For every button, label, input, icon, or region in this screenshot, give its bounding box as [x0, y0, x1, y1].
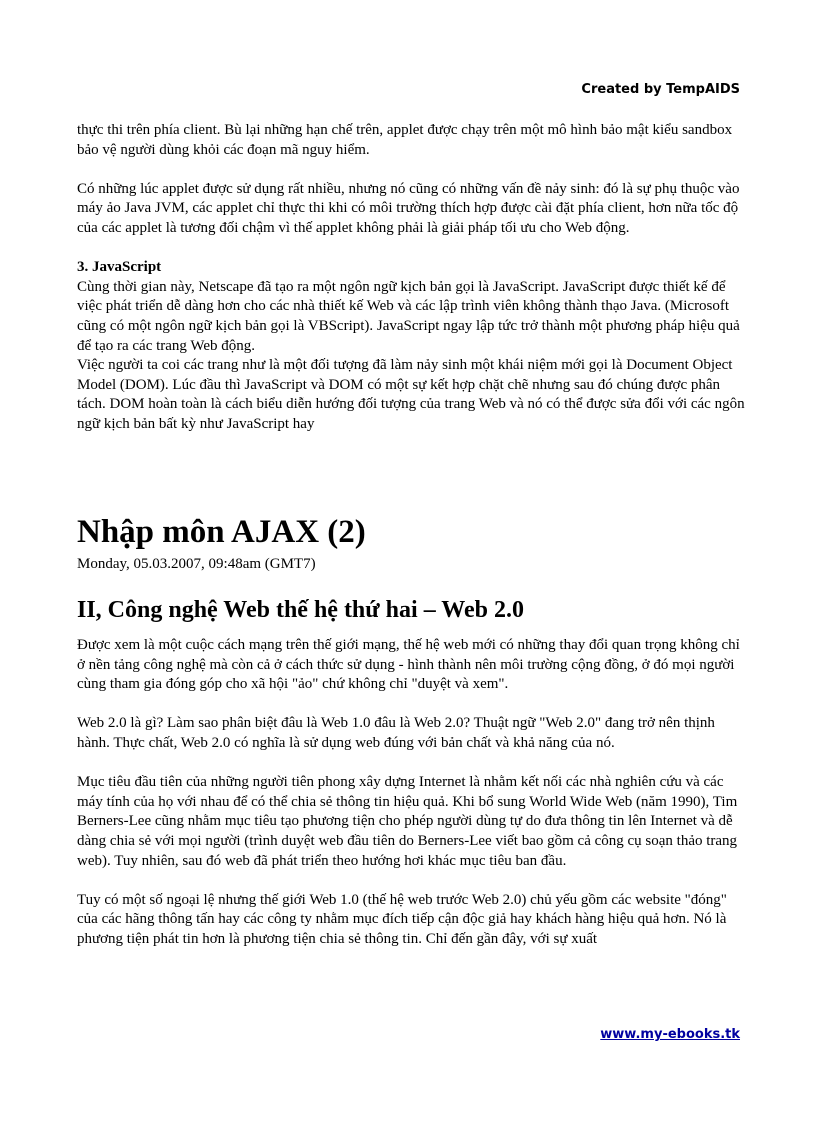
paragraph: Mục tiêu đầu tiên của những người tiên phong xây dựng Internet là nhằm kết nối các nhà nghiên cứu và các máy tính của họ với nhau để có thể chia sẻ thông tin hiệu quả. Khi bổ sung World Wide Web (năm 1990), Tim Berners-Lee cũng nhằm mục tiêu tạo phương tiện cho phép người dùng tự do đưa thông tin lên Internet và dễ dàng chia sẻ với mọi người (trình duyệt web đầu tiên do Berners-Lee viết bao gồm cả công cụ soạn thảo trang web). Tuy nhiên, sau đó web đã phát triển theo hướng hơi khác mục tiêu ban đầu.	[77, 774, 738, 869]
section-heading: II, Công nghệ Web thế hệ thứ hai – Web 2.0	[77, 597, 524, 624]
page-content	[77, 121, 745, 950]
paragraph: Tuy có một số ngoại lệ nhưng thế giới Web 1.0 (thế hệ web trước Web 2.0) chủ yếu gồm các website "đóng" của các hãng thông tấn hay các công ty nhằm mục đích tiếp cận độc giả hay khách hàng hiệu quả hơn. Nó là phương tiện phát tin hơn là phương tiện chia sẻ thông tin. Chỉ đến gần đây, với sự xuất	[77, 891, 727, 947]
header-credit: Created by TempAIDS	[581, 82, 740, 97]
article-title: Nhập môn AJAX (2)	[77, 513, 366, 550]
paragraph: thực thi trên phía client. Bù lại những hạn chế trên, applet được chạy trên một mô hình bảo mật kiểu sandbox bảo vệ người dùng khỏi các đoạn mã nguy hiểm.	[77, 122, 733, 158]
paragraph: Được xem là một cuộc cách mạng trên thế giới mạng, thế hệ web mới có những thay đổi quan trọng không chỉ ở nền tảng công nghệ mà còn cả ở cách thức sử dụng - hình thành nên môi trường cộng đồng, ở đó mọi người cùng tham gia đóng góp cho xã hội "ảo" chứ không chỉ "duyệt và xem".	[77, 637, 740, 693]
paragraph: Web 2.0 là gì? Làm sao phân biệt đâu là Web 1.0 đâu là Web 2.0? Thuật ngữ "Web 2.0" đang trở nên thịnh hành. Thực chất, Web 2.0 có nghĩa là sử dụng web đúng với bản chất và khả năng của nó.	[77, 715, 715, 752]
section-title: 3. JavaScript	[77, 259, 162, 276]
paragraph: Có những lúc applet được sử dụng rất nhiều, nhưng nó cũng có những vấn đề nảy sinh: đó là sự phụ thuộc vào máy ảo Java JVM, các applet chỉ thực thi khi có môi trường thích hợp được cài đặt phía client, hơn nữa tốc độ của các applet là tương đối chậm vì thế applet không phải là giải pháp tối ưu cho Web động.	[77, 180, 740, 236]
paragraph: Việc người ta coi các trang như là một đối tượng đã làm nảy sinh một khái niệm mới gọi là Document Object Model (DOM). Lúc đầu thì JavaScript và DOM có một sự kết hợp chặt chẽ nhưng sau đó chúng được phân tách. DOM hoàn toàn là cách biểu diễn hướng đối tượng của trang Web và nó có thể được sửa đổi với các ngôn ngữ kịch bản bất kỳ như JavaScript hay	[77, 357, 745, 432]
paragraph: Cùng thời gian này, Netscape đã tạo ra một ngôn ngữ kịch bản gọi là JavaScript. JavaScript được thiết kế để việc phát triển dễ dàng hơn cho các nhà thiết kế Web và các lập trình viên không thành thạo Java. (Microsoft cũng có một ngôn ngữ kịch bản gọi là VBScript). JavaScript ngay lập tức trở thành một phương pháp hiệu quả để tạo ra các trang Web động.	[77, 278, 740, 354]
section-javascript	[77, 258, 745, 434]
article-date: Monday, 05.03.2007, 09:48am (GMT7)	[77, 555, 316, 572]
footer-link[interactable]: www.my-ebooks.tk	[600, 1027, 740, 1042]
